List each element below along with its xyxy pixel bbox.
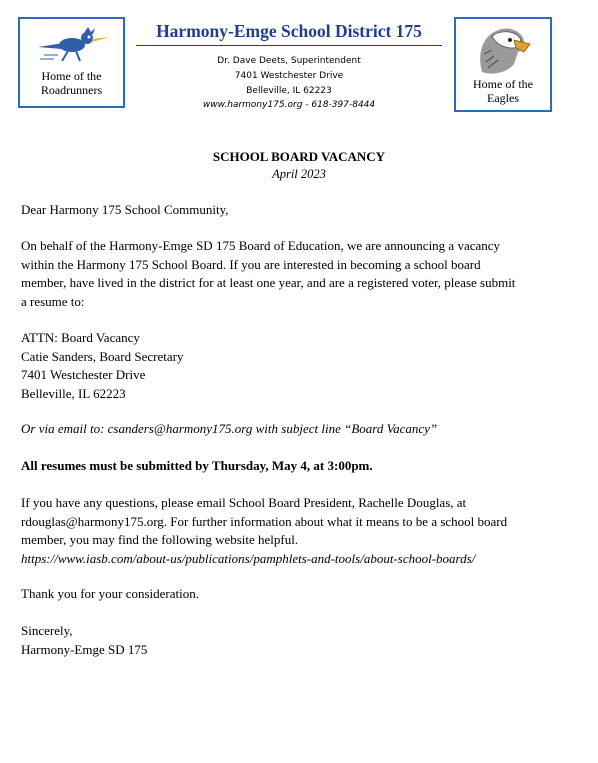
- closing-line: Sincerely,: [21, 623, 73, 638]
- email-instruction: Or via email to: csanders@harmony175.org with subject line “Board Vacancy”: [21, 421, 438, 436]
- superintendent-line: Dr. Dave Deets, Superintendent: [217, 56, 361, 66]
- paragraph-line: member, you may find the following website helpful.: [21, 532, 299, 548]
- eagles-logo: [454, 17, 552, 112]
- paragraph-line: a resume to:: [21, 293, 85, 309]
- address-line: Belleville, IL 62223: [21, 385, 126, 401]
- eagles-caption: [456, 77, 550, 105]
- closing: [21, 622, 581, 659]
- signature-line: Harmony-Emge SD 175: [21, 641, 148, 657]
- roadrunners-caption: [20, 69, 123, 97]
- address-line: ATTN: Board Vacancy: [21, 330, 140, 345]
- mailing-address: [21, 329, 581, 403]
- thanks-line: Thank you for your consideration.: [21, 586, 199, 601]
- district-city: Belleville, IL 62223: [246, 86, 332, 96]
- website-link[interactable]: https://www.iasb.com/about-us/publications/pamphlets-and-tools/about-school-boards/: [21, 550, 476, 566]
- paragraph-line: member, have lived in the district for at least one year, and are a registered voter, please submit: [21, 275, 516, 291]
- paragraph-line: If you have any questions, please email School Board President, Rachelle Douglas, at: [21, 495, 467, 510]
- district-name: Harmony-Emge School District 175: [156, 21, 422, 41]
- district-street: 7401 Westchester Drive: [234, 71, 344, 81]
- paragraph-questions: [21, 494, 581, 568]
- roadrunner-icon: [34, 25, 114, 65]
- salutation: Dear Harmony 175 School Community,: [21, 202, 229, 217]
- roadrunners-logo: [18, 17, 125, 108]
- caption-line: Roadrunners: [40, 83, 103, 97]
- deadline-notice: All resumes must be submitted by Thursday, May 4, at 3:00pm.: [21, 458, 373, 473]
- letter-title: SCHOOL BOARD VACANCY: [212, 149, 386, 164]
- paragraph-line: On behalf of the Harmony-Emge SD 175 Board of Education, we are announcing a vacancy: [21, 238, 501, 253]
- header-rule: [136, 45, 442, 46]
- eagle-icon: [474, 22, 534, 76]
- paragraph-line: rdouglas@harmony175.org. For further information about what it means to be a school board: [21, 513, 508, 529]
- paragraph-line: within the Harmony 175 School Board. If you are interested in becoming a school board: [21, 256, 481, 272]
- letter-date: April 2023: [272, 167, 326, 181]
- caption-line: Eagles: [487, 91, 519, 105]
- website-phone-line: www.harmony175.org - 618-397-8444: [202, 100, 376, 110]
- address-line: Catie Sanders, Board Secretary: [21, 348, 184, 364]
- paragraph-announcement: [21, 237, 581, 311]
- address-line: 7401 Westchester Drive: [21, 367, 146, 383]
- caption-line: Home of the: [473, 77, 533, 91]
- caption-line: Home of the: [41, 69, 102, 83]
